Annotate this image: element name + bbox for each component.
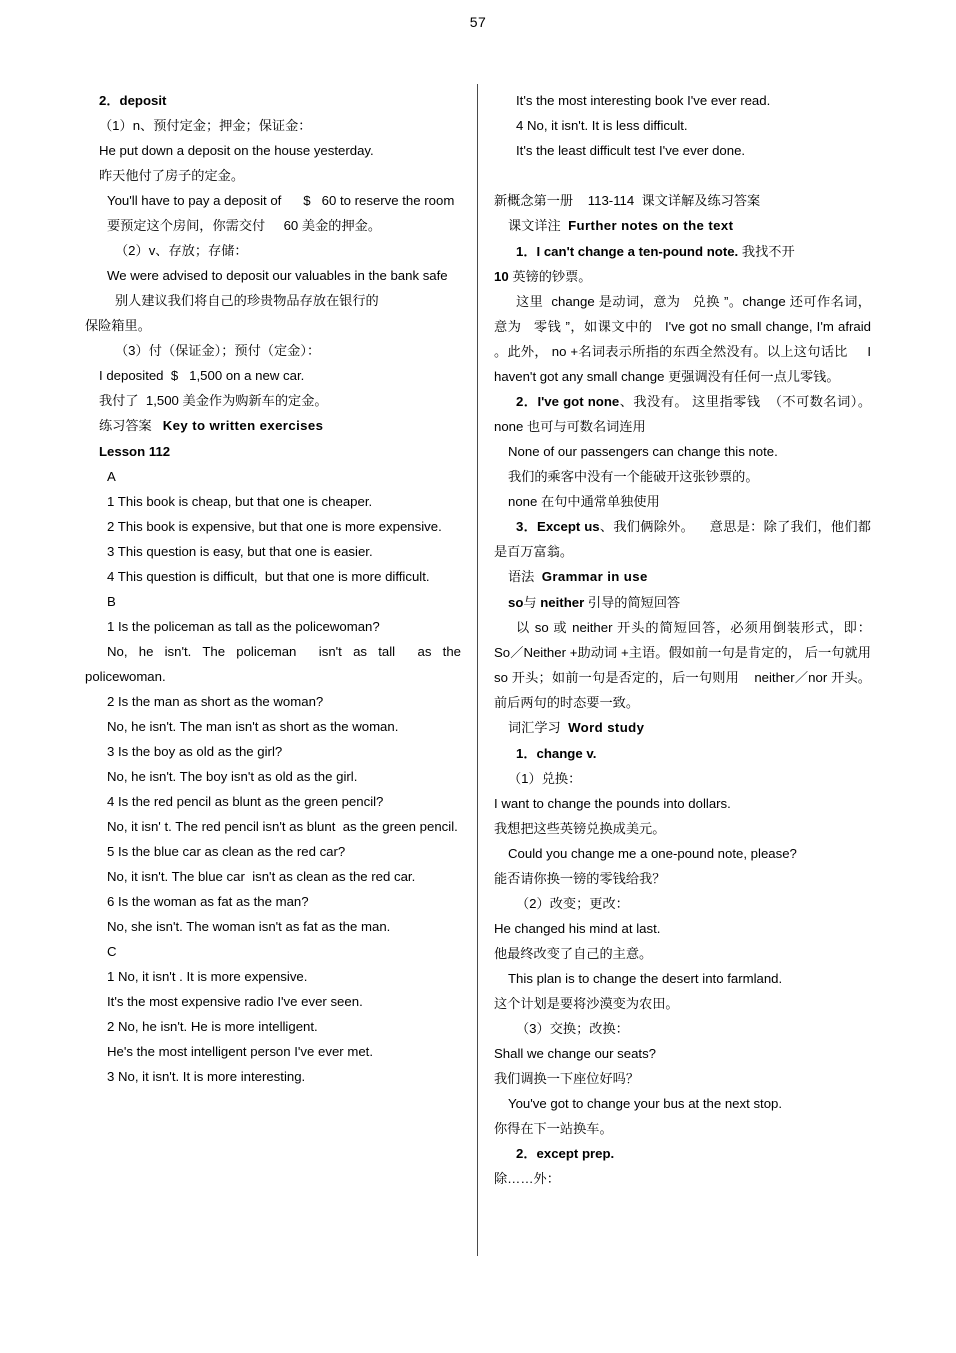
note-term: 1．I can't change a ten-pound note. bbox=[516, 244, 739, 259]
word-sense: （3）交换；改换： bbox=[516, 1021, 629, 1036]
grammar-heading bbox=[494, 564, 871, 590]
word-example: He changed his mind at last. bbox=[494, 921, 661, 936]
note-usage: none 在句中通常单独使用 bbox=[508, 494, 660, 509]
text-line: 4 No, it isn't. It is less difficult. bbox=[516, 118, 688, 133]
word-example-translation: 他最终改变了自己的主意。 bbox=[494, 946, 653, 961]
word-entry-heading: 2．except prep. bbox=[516, 1146, 615, 1161]
word-sense: （2）改变；更改： bbox=[516, 896, 629, 911]
note-term-number: 10 bbox=[494, 269, 509, 284]
exercise-line: 4 This question is difficult, but that one is more difficult. bbox=[107, 569, 430, 584]
exercise-label: B bbox=[107, 594, 116, 609]
exercise-line: 5 Is the blue car as clean as the red car? bbox=[107, 844, 346, 859]
text-line: 保险箱里。 bbox=[85, 318, 151, 333]
entry-heading-deposit: 2．deposit bbox=[99, 93, 167, 108]
grammar-heading-en: Grammar in use bbox=[541, 569, 648, 584]
exercise-line: He's the most intelligent person I've ever met. bbox=[107, 1044, 373, 1059]
exercise-label: C bbox=[107, 944, 117, 959]
exercise-line: 2 This book is expensive, but that one is more expensive. bbox=[107, 519, 442, 534]
further-notes-heading-cn: 课文详注 bbox=[508, 219, 561, 234]
note-item bbox=[494, 389, 875, 439]
page-number: 57 bbox=[469, 14, 487, 30]
lesson-heading: Lesson 112 bbox=[99, 444, 171, 459]
word-example: This plan is to change the desert into farmland. bbox=[508, 971, 783, 986]
word-example-translation: 能否请你换一镑的零钱给我？ bbox=[494, 871, 666, 886]
text-line: （1）n、预付定金；押金；保证金： bbox=[99, 118, 312, 133]
word-example-translation: 这个计划是要将沙漠变为农田。 bbox=[494, 996, 679, 1011]
text-line: （2）v、存放；存储： bbox=[115, 243, 248, 258]
left-column bbox=[0, 88, 478, 1089]
exercise-line: 6 Is the woman as fat as the man? bbox=[107, 894, 309, 909]
text-line: 别人建议我们将自己的珍贵物品存放在银行的 bbox=[115, 293, 379, 308]
exercise-line: 3 No, it isn't. It is more interesting. bbox=[107, 1069, 306, 1084]
grammar-term-neither: neither bbox=[540, 595, 585, 610]
word-example-translation: 我想把这些英镑兑换成美元。 bbox=[494, 821, 666, 836]
two-column-body bbox=[0, 88, 956, 1191]
further-notes-heading-en: Further notes on the text bbox=[568, 218, 734, 233]
key-exercises-heading bbox=[85, 413, 461, 439]
grammar-term-so: so bbox=[508, 595, 524, 610]
word-study-heading-cn: 词汇学习 bbox=[508, 721, 561, 736]
grammar-subheading bbox=[494, 590, 871, 615]
text-line: It's the most interesting book I've ever read. bbox=[516, 93, 771, 108]
note-item bbox=[494, 239, 871, 264]
text-line: I deposited $ 1,500 on a new car. bbox=[99, 368, 305, 383]
note-example: None of our passengers can change this note. bbox=[508, 444, 778, 459]
word-study-heading bbox=[494, 715, 871, 741]
key-exercises-heading-en: Key to written exercises bbox=[162, 418, 324, 433]
word-sense: 除……外： bbox=[494, 1171, 560, 1186]
word-example: Could you change me a one-pound note, please? bbox=[508, 846, 797, 861]
exercise-line: 1 No, it isn't . It is more expensive. bbox=[107, 969, 308, 984]
further-notes-heading bbox=[494, 213, 871, 239]
key-exercises-heading-cn: 练习答案 bbox=[99, 419, 152, 434]
note-gloss: 、我们俩除外。 意思是：除了我们，他们都是百万富翁。 bbox=[494, 519, 871, 559]
text-line: He put down a deposit on the house yesterday. bbox=[99, 143, 374, 158]
grammar-heading-cn: 语法 bbox=[508, 570, 535, 585]
word-example: Shall we change our seats? bbox=[494, 1046, 657, 1061]
note-gloss: 英镑的钞票。 bbox=[508, 269, 592, 284]
grammar-sub-mid: 与 bbox=[523, 595, 541, 610]
exercise-line: No, it isn' t. The red pencil isn't as blunt as the green pencil. bbox=[107, 819, 458, 834]
exercise-line: 3 Is the boy as old as the girl? bbox=[107, 744, 283, 759]
text-line: （3）付（保证金）；预付（定金）： bbox=[115, 343, 321, 358]
exercise-line: No, he isn't. The boy isn't as old as the girl. bbox=[107, 769, 358, 784]
note-gloss: 我找不开 bbox=[738, 244, 795, 259]
word-example-translation: 你得在下一站换车。 bbox=[494, 1121, 613, 1136]
exercise-line: It's the most expensive radio I've ever seen. bbox=[107, 994, 363, 1009]
exercise-label: A bbox=[107, 469, 116, 484]
word-entry-heading: 1．change v. bbox=[516, 746, 597, 761]
text-line: You'll have to pay a deposit of $ 60 to reserve the room bbox=[107, 193, 455, 208]
word-example-translation: 我们调换一下座位好吗？ bbox=[494, 1071, 640, 1086]
word-example: You've got to change your bus at the next stop. bbox=[508, 1096, 783, 1111]
exercise-line: No, she isn't. The woman isn't as fat as the man. bbox=[107, 919, 391, 934]
exercise-line: 1 This book is cheap, but that one is cheaper. bbox=[107, 494, 373, 509]
note-gloss: 、我没有。 这里指零钱 （不可数名词）。 none 也可与可数名词连用 bbox=[494, 394, 875, 434]
text-line: 要预定这个房间，你需交付 60 美金的押金。 bbox=[107, 218, 382, 233]
exercise-line: No, it isn't. The blue car isn't as clean as the red car. bbox=[107, 869, 416, 884]
text-line: We were advised to deposit our valuables in the bank safe bbox=[107, 268, 448, 283]
text-line: 昨天他付了房子的定金。 bbox=[99, 168, 245, 183]
section-spacer bbox=[494, 163, 871, 188]
exercise-line: 1 Is the policeman as tall as the policewoman? bbox=[107, 619, 380, 634]
word-study-heading-en: Word study bbox=[568, 720, 645, 735]
exercise-line: 3 This question is easy, but that one is easier. bbox=[107, 544, 373, 559]
unit-title: 新概念第一册 113-114 课文详解及练习答案 bbox=[494, 193, 761, 208]
word-example: I want to change the pounds into dollars. bbox=[494, 796, 731, 811]
note-term: 3．Except us bbox=[516, 519, 600, 534]
right-column bbox=[478, 88, 956, 1191]
word-sense: （1）兑换： bbox=[508, 771, 582, 786]
note-example-translation: 我们的乘客中没有一个能破开这张钞票的。 bbox=[508, 469, 759, 484]
note-item-cont bbox=[494, 264, 871, 289]
note-term: 2．I've got none bbox=[516, 394, 620, 409]
note-item bbox=[494, 514, 871, 564]
exercise-line: 4 Is the red pencil as blunt as the green pencil? bbox=[107, 794, 384, 809]
note-explanation: 这里 change 是动词，意为 兑换 ”。change 还可作名词，意为 零钱 ”，如课文中的 I've got no small change, I'm afraid 。此外， no +名词表示所指的东西全然没有。以上这句话比 I haven't got any small change 更强调没有任何一点儿零钱。 bbox=[494, 294, 875, 384]
exercise-line: 2 Is the man as short as the woman? bbox=[107, 694, 324, 709]
text-line: 我付了 1,500 美金作为购新车的定金。 bbox=[99, 393, 328, 408]
grammar-body: 以 so 或 neither 开头的简短回答，必须用倒装形式，即： So／Neither +助动词 +主语。假如前一句是肯定的， 后一句就用 so 开头；如前一句是否定的，后一句则用 neither／nor 开头。前后两句的时态要一致。 bbox=[494, 620, 882, 710]
exercise-line: 2 No, he isn't. He is more intelligent. bbox=[107, 1019, 318, 1034]
grammar-sub-rest: 引导的简短回答 bbox=[584, 595, 681, 610]
text-line: It's the least difficult test I've ever done. bbox=[516, 143, 746, 158]
exercise-line: No, he isn't. The policeman isn't as tall as the policewoman. bbox=[85, 644, 465, 684]
exercise-line: No, he isn't. The man isn't as short as the woman. bbox=[107, 719, 399, 734]
